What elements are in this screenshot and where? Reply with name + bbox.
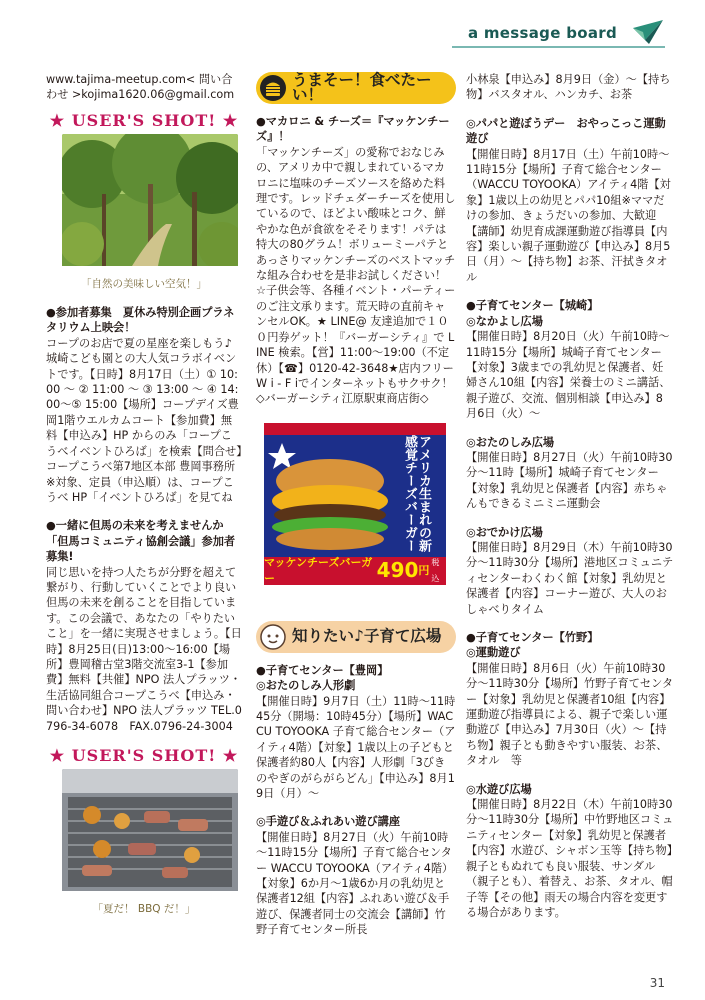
column-middle: [256, 72, 456, 938]
program-heading: ◎なかよし広場: [466, 314, 543, 328]
baby-icon: [260, 624, 286, 650]
ad-price: 490: [376, 558, 419, 583]
column-left: [46, 72, 242, 929]
program-heading: ◎運動遊び: [466, 646, 521, 660]
childcare-section-banner: [256, 621, 456, 653]
contact-intro: www.tajima-meetup.com< 問い合わせ >kojima1620.06@gmail.com: [46, 73, 235, 102]
photo-caption: 「夏だ！ BBQ だ！」: [92, 902, 196, 915]
ad-product-name: マッケンチーズバーガー: [264, 556, 373, 585]
event-heading: ●一緒に但馬の未来を考えませんか「但馬コミュニティ協創会議」参加者募集!: [46, 519, 236, 564]
users-shot-title: ★ USER'S SHOT! ★: [49, 746, 239, 765]
ad-tax-note: 税込: [431, 558, 440, 583]
photo-caption: 「自然の美味しい空気！」: [81, 277, 207, 290]
center-heading: ●子育てセンター【豊岡】: [256, 663, 389, 677]
program-body: 【開催日時】8月22日（木）午前10時30分～11時30分【場所】中竹野地区コミュニティセンター【対象】乳幼児と保護者【内容】水遊び、シャボン玉等【持ち物】親子ともぬれても良い服装、サンダル（親子とも）、着替え、お茶、タオル、帽子等【その他】雨天の場合内容を変更する場合があります。: [466, 798, 674, 919]
event-heading: ●参加者募集 夏休み特別企画プラネタリウム上映会！: [46, 306, 235, 335]
event-body: コープのお店で夏の星座を楽しもう♪城崎こども園との大人気コラボイベントです。【日時】8月17日（土）① 10:00 ～ ② 11:00 ～ ③ 13:00 ～ ④ 14:00～⑤ 15:00【場所】コープデイズ豊岡1階ウエルカムコート【参加費】無料【申込み】HP からのみ「コープこうべイベントひろば」を検索【問合せ】コープこうべ第7地区本部 豊岡事務所※対象、定員（申込順）は、コープこうべ HP「イベントひろば」を見てね: [46, 336, 242, 504]
burger-advert: [264, 423, 446, 585]
continued-text: 小林泉【申込み】8月9日（金）～【持ち物】バスタオル、ハンカチ、お茶: [466, 73, 671, 102]
food-body: 「マッケンチーズ」の愛称でおなじみの、アメリカ中で親しまれているマカロニに塩味のチーズソースを絡めた料理です。レッドチェダーチーズを使用しているので、ほどよい酸味とコク、鮮やかな色が食欲をそそります！パテは特大の80グラム！ボリューミーパテとあっさりマッケンチーズのベストマッチな組み合わせを是非お試しください！☆子供会等、各種イベント・パーティーのご注文承ります。荒天時の直前キャンセルOK。★ LINE@ 友達追加で１００円券ゲット！『バーガーシティ』で LINE 検索。【営】11:00～19:00（不定休）【☎】0120-42-3648★店内フリーW i - F iでインターネットもサクサク！◇バーガーシティ江原駅東商店街◇: [256, 145, 456, 406]
program-heading: ◎おでかけ広場: [466, 525, 543, 539]
childcare-section-title: 知りたい♪子育て広場: [292, 627, 442, 646]
program-body: 【開催日時】8月27日（火）午前10時～11時15分【場所】子育て総合センター WACCU TOYOOKA（アイティ4階）【対象】6か月～1歳6か月の乳幼児と保護者12組【内容】ふれあい遊び＆手遊び、保護者同士の交流会【講師】竹野子育てセンター所長: [256, 830, 454, 937]
program-heading: ◎手遊び＆ふれあい遊び講座: [256, 815, 401, 829]
food-heading: ●マカロニ & チーズ＝『マッケンチーズ』！: [256, 115, 450, 144]
program-body: 【開催日時】8月6日（火）午前10時30分～11時30分【場所】竹野子育てセンター【対象】乳幼児と保護者10組【内容】運動遊び指導員による、親子で楽しい運動遊び【申込み】7月30日（火）～【持ち物】親子とも動きやすい服装、お茶、タオル 等: [466, 661, 674, 768]
users-shot-title: ★ USER'S SHOT! ★: [49, 110, 239, 130]
ad-price-unit: 円: [418, 564, 430, 578]
column-right: [466, 72, 674, 920]
page-number: 31: [649, 976, 665, 990]
program-heading: ◎パパと遊ぼうデー おやっこっこ運動遊び: [466, 116, 666, 146]
program-body: 【開催日時】8月27日（火）午前10時30分～11時【場所】城崎子育てセンター【対象】乳幼児と保護者【内容】赤ちゃんもできるミニミニ運動会: [466, 450, 673, 511]
center-heading: ●子育てセンター【城崎】: [466, 299, 599, 313]
program-heading: ◎おたのしみ人形劇: [256, 679, 356, 693]
program-body: 【開催日時】8月20日（火）午前10時～11時15分【場所】城崎子育てセンター【対象】3歳までの乳幼児と保護者、妊婦さん10組【内容】栄養士のミニ講話、親子遊び、交流、個別相談【申込み】8月6日（火）～: [466, 330, 671, 421]
forest-photo: [62, 134, 238, 270]
bbq-photo: [62, 769, 238, 895]
ad-headline: アメリカ生まれの新感覚チーズバーガー: [402, 434, 431, 552]
page-header-title: a message board: [467, 24, 617, 42]
burger-icon: [260, 75, 286, 101]
program-heading: ◎おたのしみ広場: [466, 435, 555, 449]
program-heading: ◎水遊び広場: [466, 782, 532, 796]
center-heading: ●子育てセンター【竹野】: [466, 631, 599, 644]
paper-plane-icon: [631, 18, 665, 46]
food-section-title: うまそー！食べたーい！: [292, 70, 432, 104]
header-rule: [452, 46, 665, 48]
food-section-banner: [256, 72, 456, 104]
ad-price-bar: [264, 557, 446, 585]
program-body: 【開催日時】8月17日（土）午前10時～11時15分【場所】子育て総合センター（WACCU TOYOOKA）アイティ4階【対象】1歳以上の幼児とパパ10組※ママだけの参加、きょうだいの参加、大歓迎【講師】幼児育成課運動遊び指導員【内容】楽しい親子運動遊び【申込み】8月5日（月）～【持ち物】お茶、汗拭きタオル: [466, 147, 671, 284]
program-body: 【開催日時】8月29日（木）午前10時30分～11時30分【場所】港地区コミュニティセンターわくわく館【対象】乳幼児と保護者【内容】コーナー遊び、大人のおしゃべりタイム: [466, 540, 674, 616]
event-body: 同じ思いを持つ人たちが分野を超えて繋がり、行動していくことでより良い但馬の未来を創ることを目指しています。この会議で、あなたの「やりたいこと」を一緒に実現させましょう。【日時】8月25日(日)13:00～16:00【場所】豊岡稽古堂3階交流室3-1【参加費】無料【共催】NPO 法人プラッツ・生活協同組合コープこうべ【申込み・問い合わせ】NPO 法人プラッツ TEL.0796-34-6078 FAX.0796-24-3004: [46, 565, 242, 733]
program-body: 【開催日時】9月7日（土）11時～11時45分（開場：10時45分）【場所】WACCU TOYOOKA 子育て総合センター（アイティ4階）【対象】1歳以上の子どもと保護者約80人【内容】人形劇「3びきのやぎのがらがらどん」【申込み】8月19日（月）～: [256, 694, 456, 800]
